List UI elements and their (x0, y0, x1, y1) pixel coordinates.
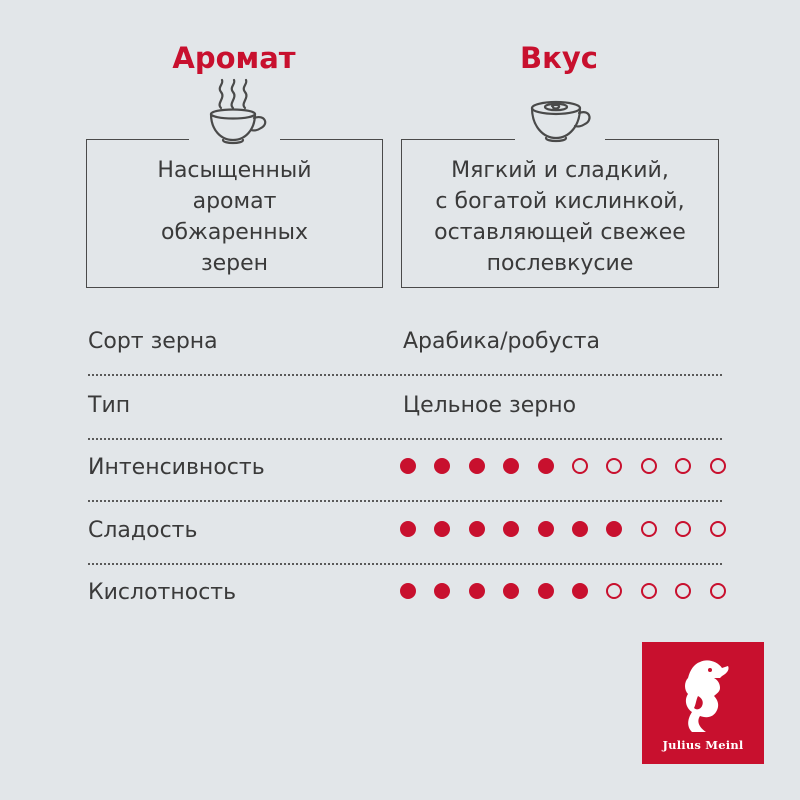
dotted-divider (88, 563, 722, 565)
spec-label: Сорт зерна (88, 329, 218, 354)
taste-description-box (401, 139, 719, 288)
rating-dot-filled (434, 583, 450, 599)
aroma-heading: Аромат (172, 41, 296, 75)
logo-wordmark: Julius Meinl (662, 738, 744, 752)
rating-dot-filled (400, 521, 416, 537)
rating-dot-empty (606, 583, 622, 599)
rating-dot-filled (469, 583, 485, 599)
dotted-divider (88, 500, 722, 502)
rating-dots (400, 521, 726, 541)
rating-row-intensity (88, 450, 722, 512)
julius-meinl-logo (642, 642, 764, 764)
rating-dot-filled (572, 521, 588, 537)
rating-dot-filled (469, 458, 485, 474)
rating-dot-empty (572, 458, 588, 474)
spec-row-bean-variety (88, 324, 722, 386)
rating-dot-empty (710, 583, 726, 599)
rating-label: Интенсивность (88, 455, 265, 480)
rating-dots (400, 458, 726, 478)
rating-dot-empty (675, 458, 691, 474)
aroma-description-box (86, 139, 383, 288)
rating-dot-filled (606, 521, 622, 537)
rating-dot-empty (710, 458, 726, 474)
spec-row-type (88, 388, 722, 450)
dotted-divider (88, 374, 722, 376)
spec-value: Цельное зерно (403, 393, 577, 418)
dotted-divider (88, 438, 722, 440)
rating-dot-empty (710, 521, 726, 537)
rating-dot-filled (434, 521, 450, 537)
rating-dot-filled (538, 458, 554, 474)
taste-description: Мягкий и сладкий, с богатой кислинкой, оставляющей свежее послевкусие (434, 158, 686, 276)
rating-row-sweetness (88, 513, 722, 575)
rating-dot-filled (503, 458, 519, 474)
rating-label: Кислотность (88, 580, 237, 605)
rating-dot-empty (641, 521, 657, 537)
rating-dot-filled (503, 521, 519, 537)
spec-label: Тип (88, 393, 131, 418)
aroma-description: Насыщенный аромат обжаренных зерен (157, 158, 312, 276)
taste-heading: Вкус (520, 41, 598, 75)
rating-dot-empty (606, 458, 622, 474)
spec-value: Арабика/робуста (403, 329, 600, 354)
rating-label: Сладость (88, 518, 198, 543)
rating-dot-filled (538, 521, 554, 537)
rating-dot-filled (469, 521, 485, 537)
rating-dot-filled (503, 583, 519, 599)
rating-dot-filled (538, 583, 554, 599)
rating-dot-empty (675, 521, 691, 537)
rating-dot-filled (572, 583, 588, 599)
rating-dot-empty (641, 583, 657, 599)
julius-meinl-moor-icon (670, 656, 736, 734)
rating-dot-empty (641, 458, 657, 474)
rating-dot-filled (400, 583, 416, 599)
rating-dot-filled (400, 458, 416, 474)
rating-dots (400, 583, 726, 603)
rating-row-acidity (88, 575, 722, 637)
rating-dot-filled (434, 458, 450, 474)
rating-dot-empty (675, 583, 691, 599)
